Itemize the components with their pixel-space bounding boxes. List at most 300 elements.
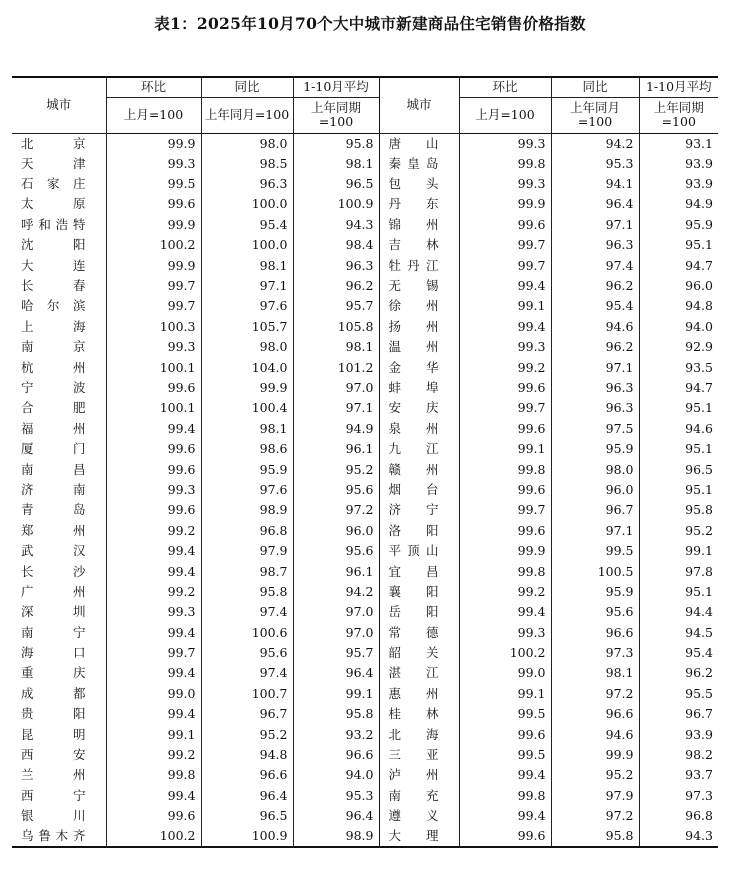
yoy-value-right: 97.2 — [551, 684, 639, 704]
avg-value-right: 96.7 — [685, 706, 713, 722]
avg-value-left: 96.5 — [293, 174, 379, 194]
city-name-left: 大连 — [12, 255, 106, 275]
yoy-value-left: 100.0 — [201, 194, 293, 214]
yoy-value-right: 99.5 — [551, 541, 639, 561]
yoy-value-left: 100.6 — [201, 622, 293, 642]
yoy-value-right: 94.1 — [551, 174, 639, 194]
yoy-value-left: 97.1 — [201, 276, 293, 296]
table-row — [12, 235, 718, 255]
avg-value-right: 94.5 — [685, 624, 713, 640]
mom-value-left: 99.4 — [106, 541, 201, 561]
yoy-value-left: 97.6 — [201, 480, 293, 500]
table-row — [12, 194, 718, 214]
mom-value-right: 99.2 — [459, 357, 551, 377]
yoy-value-right: 96.7 — [551, 500, 639, 520]
yoy-value-right: 95.6 — [551, 602, 639, 622]
city-name-left: 西宁 — [12, 786, 106, 806]
avg-value-right: 96.5 — [685, 461, 713, 477]
mom-value-right: 99.7 — [459, 255, 551, 275]
mom-value-left: 99.6 — [106, 194, 201, 214]
mom-value-right: 99.7 — [459, 235, 551, 255]
city-name-left: 福州 — [12, 419, 106, 439]
avg-value-right: 96.2 — [685, 665, 713, 681]
mom-value-left: 99.4 — [106, 786, 201, 806]
yoy-value-right: 96.4 — [551, 194, 639, 214]
mom-value-right: 99.8 — [459, 786, 551, 806]
avg-value-left: 96.0 — [293, 521, 379, 541]
mom-value-left: 99.4 — [106, 419, 201, 439]
city-header-right: 城市 — [379, 77, 459, 133]
avg-value-left: 97.0 — [293, 602, 379, 622]
yoy-value-right: 97.2 — [551, 806, 639, 826]
yoy-value-right: 97.1 — [551, 357, 639, 377]
yoy-value-right: 94.2 — [551, 133, 639, 154]
city-name-right: 湛江 — [379, 663, 459, 683]
avg-value-right: 97.8 — [685, 563, 713, 579]
table-row — [12, 480, 718, 500]
city-name-left: 太原 — [12, 194, 106, 214]
yoy-value-right: 95.3 — [551, 154, 639, 174]
mom-value-left: 99.2 — [106, 582, 201, 602]
avg-value-right: 96.0 — [685, 278, 713, 294]
city-name-left: 哈尔滨 — [12, 296, 106, 316]
table-row — [12, 337, 718, 357]
mom-value-left: 99.4 — [106, 622, 201, 642]
table-row — [12, 296, 718, 316]
avg-header-left: 1-10月平均 — [293, 77, 379, 97]
yoy-value-left: 98.6 — [201, 439, 293, 459]
mom-value-right: 99.3 — [459, 337, 551, 357]
city-name-right: 秦皇岛 — [379, 154, 459, 174]
city-name-right: 南充 — [379, 786, 459, 806]
yoy-value-left: 98.0 — [201, 133, 293, 154]
table-row — [12, 602, 718, 622]
city-name-left: 青岛 — [12, 500, 106, 520]
yoy-value-right: 94.6 — [551, 317, 639, 337]
avg-value-left: 96.3 — [293, 255, 379, 275]
city-name-right: 泉州 — [379, 419, 459, 439]
avg-value-right: 96.8 — [685, 808, 713, 824]
table-body — [12, 133, 718, 847]
mom-value-left: 99.6 — [106, 378, 201, 398]
yoy-value-left: 95.2 — [201, 724, 293, 744]
table-row — [12, 357, 718, 377]
table-row — [12, 255, 718, 275]
avg-value-right: 93.1 — [685, 135, 713, 151]
mom-value-left: 99.3 — [106, 602, 201, 622]
avg-value-left: 98.4 — [293, 235, 379, 255]
yoy-header-left: 同比 — [201, 77, 293, 97]
yoy-base-right: 上年同月=100 — [551, 97, 639, 133]
table-row — [12, 806, 718, 826]
city-name-right: 襄阳 — [379, 582, 459, 602]
yoy-value-left: 94.8 — [201, 745, 293, 765]
yoy-value-right: 97.3 — [551, 643, 639, 663]
city-name-right: 锦州 — [379, 215, 459, 235]
yoy-value-right: 96.3 — [551, 235, 639, 255]
yoy-value-right: 96.6 — [551, 622, 639, 642]
city-name-right: 唐山 — [379, 133, 459, 154]
mom-header-right: 环比 — [459, 77, 551, 97]
mom-value-right: 99.6 — [459, 826, 551, 847]
city-name-right: 洛阳 — [379, 521, 459, 541]
city-name-right: 牡丹江 — [379, 255, 459, 275]
mom-value-right: 99.0 — [459, 663, 551, 683]
city-name-left: 武汉 — [12, 541, 106, 561]
city-name-right: 徐州 — [379, 296, 459, 316]
avg-value-left: 98.1 — [293, 154, 379, 174]
avg-value-right: 95.1 — [685, 441, 713, 457]
avg-value-left: 97.2 — [293, 500, 379, 520]
avg-value-left: 95.8 — [293, 133, 379, 154]
city-name-right: 北海 — [379, 724, 459, 744]
city-name-left: 深圳 — [12, 602, 106, 622]
table-row — [12, 704, 718, 724]
yoy-value-left: 95.4 — [201, 215, 293, 235]
table-row — [12, 561, 718, 581]
avg-header-right: 1-10月平均 — [639, 77, 718, 97]
mom-value-right: 99.8 — [459, 561, 551, 581]
yoy-value-right: 97.1 — [551, 215, 639, 235]
mom-value-right: 99.6 — [459, 480, 551, 500]
yoy-value-right: 96.2 — [551, 276, 639, 296]
mom-value-right: 99.5 — [459, 704, 551, 724]
city-name-right: 九江 — [379, 439, 459, 459]
yoy-header-right: 同比 — [551, 77, 639, 97]
table-row — [12, 398, 718, 418]
yoy-value-right: 95.9 — [551, 439, 639, 459]
mom-value-right: 99.3 — [459, 174, 551, 194]
mom-value-right: 99.1 — [459, 684, 551, 704]
yoy-value-left: 98.5 — [201, 154, 293, 174]
mom-value-right: 99.4 — [459, 765, 551, 785]
city-name-left: 南宁 — [12, 622, 106, 642]
mom-value-right: 99.7 — [459, 500, 551, 520]
mom-value-right: 99.3 — [459, 622, 551, 642]
table-row — [12, 643, 718, 663]
city-name-left: 厦门 — [12, 439, 106, 459]
mom-value-right: 99.8 — [459, 154, 551, 174]
avg-value-right: 94.0 — [685, 318, 713, 334]
avg-value-right: 99.1 — [685, 543, 713, 559]
yoy-value-left: 96.3 — [201, 174, 293, 194]
table-row — [12, 786, 718, 806]
city-name-right: 金华 — [379, 357, 459, 377]
yoy-value-right: 96.3 — [551, 378, 639, 398]
avg-value-right: 95.1 — [685, 583, 713, 599]
city-name-left: 呼和浩特 — [12, 215, 106, 235]
yoy-value-right: 98.1 — [551, 663, 639, 683]
mom-value-left: 99.3 — [106, 337, 201, 357]
avg-value-left: 96.4 — [293, 663, 379, 683]
yoy-value-right: 100.5 — [551, 561, 639, 581]
table-row — [12, 826, 718, 847]
city-header-left: 城市 — [12, 77, 106, 133]
avg-value-right: 94.9 — [685, 196, 713, 212]
avg-value-left: 105.8 — [293, 317, 379, 337]
avg-value-right: 92.9 — [685, 339, 713, 355]
city-name-right: 赣州 — [379, 459, 459, 479]
mom-value-left: 99.9 — [106, 133, 201, 154]
table-row — [12, 663, 718, 683]
city-name-right: 惠州 — [379, 684, 459, 704]
city-name-right: 泸州 — [379, 765, 459, 785]
mom-value-left: 100.1 — [106, 398, 201, 418]
city-name-right: 常德 — [379, 622, 459, 642]
city-name-right: 无锡 — [379, 276, 459, 296]
avg-value-right: 95.1 — [685, 400, 713, 416]
yoy-value-left: 100.7 — [201, 684, 293, 704]
avg-value-left: 95.3 — [293, 786, 379, 806]
city-name-right: 平顶山 — [379, 541, 459, 561]
city-name-left: 南京 — [12, 337, 106, 357]
city-name-right: 三亚 — [379, 745, 459, 765]
mom-value-right: 99.4 — [459, 806, 551, 826]
yoy-value-left: 96.4 — [201, 786, 293, 806]
yoy-value-left: 100.9 — [201, 826, 293, 847]
avg-value-left: 99.1 — [293, 684, 379, 704]
avg-value-right: 93.9 — [685, 176, 713, 192]
mom-value-left: 99.3 — [106, 480, 201, 500]
yoy-value-right: 96.2 — [551, 337, 639, 357]
city-name-right: 岳阳 — [379, 602, 459, 622]
city-name-right: 丹东 — [379, 194, 459, 214]
table-row — [12, 174, 718, 194]
mom-value-left: 99.8 — [106, 765, 201, 785]
city-name-right: 韶关 — [379, 643, 459, 663]
mom-value-left: 100.3 — [106, 317, 201, 337]
mom-value-left: 99.9 — [106, 255, 201, 275]
table-row — [12, 500, 718, 520]
yoy-value-left: 95.8 — [201, 582, 293, 602]
mom-value-left: 100.2 — [106, 826, 201, 847]
yoy-value-right: 95.4 — [551, 296, 639, 316]
yoy-value-right: 98.0 — [551, 459, 639, 479]
city-name-right: 温州 — [379, 337, 459, 357]
mom-value-left: 99.7 — [106, 643, 201, 663]
mom-value-left: 99.6 — [106, 806, 201, 826]
avg-value-right: 95.8 — [685, 502, 713, 518]
mom-value-left: 99.5 — [106, 174, 201, 194]
city-name-left: 郑州 — [12, 521, 106, 541]
yoy-value-left: 98.0 — [201, 337, 293, 357]
city-name-left: 银川 — [12, 806, 106, 826]
city-name-left: 昆明 — [12, 724, 106, 744]
avg-value-left: 95.7 — [293, 643, 379, 663]
avg-value-left: 95.6 — [293, 541, 379, 561]
avg-value-right: 94.7 — [685, 379, 713, 395]
yoy-value-left: 99.9 — [201, 378, 293, 398]
avg-value-right: 93.7 — [685, 767, 713, 783]
yoy-value-right: 97.5 — [551, 419, 639, 439]
avg-value-right: 95.2 — [685, 522, 713, 538]
avg-value-left: 94.2 — [293, 582, 379, 602]
avg-value-right: 94.7 — [685, 257, 713, 273]
mom-value-left: 99.1 — [106, 724, 201, 744]
mom-value-right: 99.8 — [459, 459, 551, 479]
avg-value-left: 97.1 — [293, 398, 379, 418]
yoy-value-right: 96.3 — [551, 398, 639, 418]
avg-value-left: 98.1 — [293, 337, 379, 357]
table-row — [12, 724, 718, 744]
avg-value-left: 100.9 — [293, 194, 379, 214]
mom-base-right: 上月=100 — [459, 97, 551, 133]
avg-value-left: 96.2 — [293, 276, 379, 296]
yoy-value-right: 96.0 — [551, 480, 639, 500]
avg-value-right: 94.3 — [639, 826, 718, 847]
city-name-left: 重庆 — [12, 663, 106, 683]
avg-value-left: 93.2 — [293, 724, 379, 744]
avg-value-left: 94.9 — [293, 419, 379, 439]
mom-value-left: 99.0 — [106, 684, 201, 704]
avg-base-left: 上年同期=100 — [293, 97, 379, 133]
avg-value-right: 95.1 — [685, 237, 713, 253]
yoy-value-left: 96.6 — [201, 765, 293, 785]
city-name-left: 海口 — [12, 643, 106, 663]
city-name-left: 广州 — [12, 582, 106, 602]
mom-header-left: 环比 — [106, 77, 201, 97]
yoy-value-left: 96.7 — [201, 704, 293, 724]
city-name-left: 北京 — [12, 133, 106, 154]
yoy-value-right: 97.1 — [551, 521, 639, 541]
yoy-value-left: 96.5 — [201, 806, 293, 826]
city-name-left: 石家庄 — [12, 174, 106, 194]
yoy-value-left: 95.6 — [201, 643, 293, 663]
yoy-value-left: 96.8 — [201, 521, 293, 541]
avg-value-right: 95.5 — [685, 685, 713, 701]
yoy-value-right: 97.9 — [551, 786, 639, 806]
yoy-base-left: 上年同月=100 — [201, 97, 293, 133]
table-row — [12, 541, 718, 561]
table-row — [12, 154, 718, 174]
mom-value-right: 99.6 — [459, 215, 551, 235]
mom-value-right: 99.6 — [459, 378, 551, 398]
mom-value-right: 99.4 — [459, 317, 551, 337]
mom-value-right: 99.6 — [459, 419, 551, 439]
mom-value-left: 99.3 — [106, 154, 201, 174]
table-row — [12, 439, 718, 459]
yoy-value-right: 97.4 — [551, 255, 639, 275]
avg-value-right: 94.8 — [685, 298, 713, 314]
mom-value-left: 100.2 — [106, 235, 201, 255]
city-name-left: 贵阳 — [12, 704, 106, 724]
yoy-value-right: 95.2 — [551, 765, 639, 785]
mom-value-left: 99.6 — [106, 459, 201, 479]
city-name-left: 济南 — [12, 480, 106, 500]
city-name-right: 桂林 — [379, 704, 459, 724]
table-row — [12, 745, 718, 765]
price-index-table — [12, 76, 718, 848]
table-row — [12, 459, 718, 479]
table-row — [12, 276, 718, 296]
mom-value-right: 99.7 — [459, 398, 551, 418]
city-name-left: 长沙 — [12, 561, 106, 581]
city-name-right: 蚌埠 — [379, 378, 459, 398]
city-name-right: 扬州 — [379, 317, 459, 337]
city-name-right: 宜昌 — [379, 561, 459, 581]
mom-value-left: 99.4 — [106, 561, 201, 581]
yoy-value-left: 100.4 — [201, 398, 293, 418]
city-name-right: 吉林 — [379, 235, 459, 255]
city-name-left: 沈阳 — [12, 235, 106, 255]
mom-value-left: 99.7 — [106, 276, 201, 296]
city-name-left: 乌鲁木齐 — [12, 826, 106, 847]
city-name-left: 杭州 — [12, 357, 106, 377]
yoy-value-left: 97.4 — [201, 602, 293, 622]
avg-value-left: 96.6 — [293, 745, 379, 765]
yoy-value-left: 98.9 — [201, 500, 293, 520]
table-row — [12, 582, 718, 602]
avg-value-right: 93.5 — [685, 359, 713, 375]
mom-value-right: 99.4 — [459, 602, 551, 622]
city-name-left: 南昌 — [12, 459, 106, 479]
city-name-left: 成都 — [12, 684, 106, 704]
mom-value-left: 99.9 — [106, 215, 201, 235]
table-row — [12, 378, 718, 398]
city-name-left: 天津 — [12, 154, 106, 174]
avg-value-right: 95.4 — [685, 645, 713, 661]
mom-value-left: 99.6 — [106, 439, 201, 459]
mom-value-left: 99.6 — [106, 500, 201, 520]
avg-value-left: 95.8 — [293, 704, 379, 724]
avg-base-right: 上年同期=100 — [639, 97, 718, 133]
yoy-value-right: 96.6 — [551, 704, 639, 724]
city-name-left: 合肥 — [12, 398, 106, 418]
mom-value-right: 100.2 — [459, 643, 551, 663]
avg-value-left: 95.2 — [293, 459, 379, 479]
yoy-value-left: 104.0 — [201, 357, 293, 377]
yoy-value-left: 98.1 — [201, 419, 293, 439]
table-header — [12, 77, 718, 133]
mom-value-right: 99.4 — [459, 276, 551, 296]
city-name-right: 包头 — [379, 174, 459, 194]
mom-value-left: 99.7 — [106, 296, 201, 316]
table-row — [12, 419, 718, 439]
mom-value-right: 99.1 — [459, 296, 551, 316]
mom-value-right: 99.1 — [459, 439, 551, 459]
mom-value-right: 99.9 — [459, 541, 551, 561]
avg-value-right: 93.9 — [685, 155, 713, 171]
mom-value-right: 99.2 — [459, 582, 551, 602]
avg-value-left: 94.3 — [293, 215, 379, 235]
table-row — [12, 317, 718, 337]
avg-value-right: 98.2 — [685, 747, 713, 763]
mom-base-left: 上月=100 — [106, 97, 201, 133]
city-name-right: 遵义 — [379, 806, 459, 826]
city-name-right: 烟台 — [379, 480, 459, 500]
table-row — [12, 215, 718, 235]
city-name-left: 上海 — [12, 317, 106, 337]
table-row — [12, 765, 718, 785]
avg-value-left: 94.0 — [293, 765, 379, 785]
avg-value-left: 96.1 — [293, 439, 379, 459]
table-row — [12, 521, 718, 541]
table-title: 表1：2025年10月70个大中城市新建商品住宅销售价格指数 — [154, 14, 586, 33]
yoy-value-left: 95.9 — [201, 459, 293, 479]
yoy-value-left: 97.6 — [201, 296, 293, 316]
avg-value-right: 95.1 — [685, 481, 713, 497]
avg-value-left: 101.2 — [293, 357, 379, 377]
city-name-left: 宁波 — [12, 378, 106, 398]
mom-value-right: 99.5 — [459, 745, 551, 765]
city-name-left: 长春 — [12, 276, 106, 296]
avg-value-right: 95.9 — [685, 216, 713, 232]
avg-value-left: 96.1 — [293, 561, 379, 581]
table-row — [12, 684, 718, 704]
mom-value-left: 100.1 — [106, 357, 201, 377]
mom-value-right: 99.3 — [459, 133, 551, 154]
city-name-left: 兰州 — [12, 765, 106, 785]
